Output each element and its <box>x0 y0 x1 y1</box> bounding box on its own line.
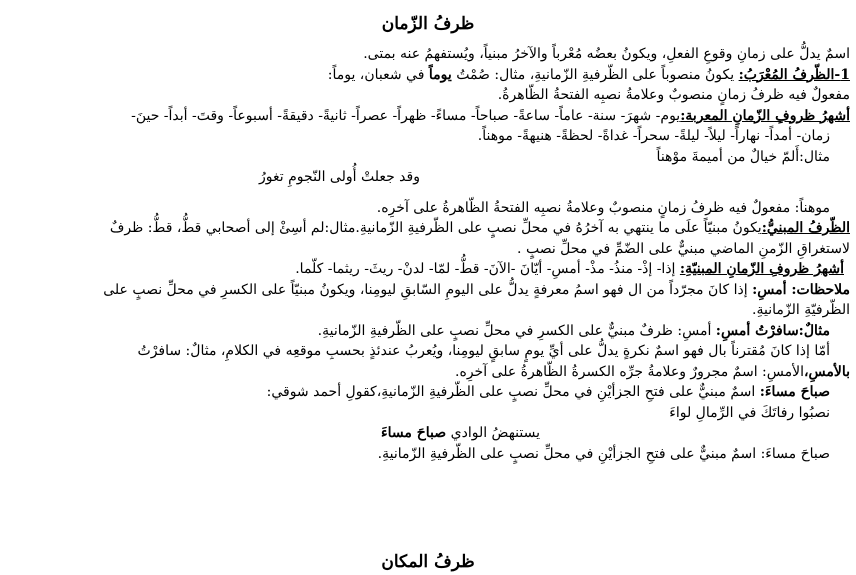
ams-example-heading: مثالٌ:سافرْتُ أمسِ: <box>715 322 830 339</box>
common-declinable-list-cont: زمان- أمداً- نهاراً- ليلاً- ليلةً- سحراً- غداةً- لحظةً- هنيهةً- موهناً. <box>477 128 830 144</box>
verse-bold-word: صباحَ مساءَ <box>381 425 447 441</box>
sabah-masa-heading: صباحَ مساءَ: <box>759 384 830 400</box>
common-indeclinable-heading: أشهرُ ظروفِ الزّمانِ المبنيّةِ: <box>679 261 844 277</box>
verse-second-half-text: يستنهضُ الوادي <box>446 425 540 441</box>
sabah-masa-text: اسمٌ مبنيٌّ على فتحِ الجزأيْنِ في محلِّ نصبٍ على الظّرفيةِ الزّمانيةِ،كقولِ أحمد شوقي: <box>266 384 760 400</box>
notes-text: إذا كانَ مجرّداً من ال فهو اسمُ معرفةٍ يدلُّ على اليومِ السّابقِ ليومِنا، ويكونُ مبنيّاً على الكسرِ في محلِّ نصبٍ على <box>103 281 753 298</box>
indeclinable-adverb-text: يكونُ مبنيّاً علَى ما ينتهي به آخرُهُ في محلِّ نصبٍ على الظّرفيةِ الزّمانيةِ.مثال:لم أسِئْ إلى أصحابي قطُّ، قطُّ: ظرفٌ <box>109 220 762 236</box>
common-declinable-line <box>6 106 850 127</box>
al-ams-word: بالأمسِ، <box>803 363 850 380</box>
next-section-title: ظرفُ المكان <box>381 552 475 572</box>
al-ams-parse-text: الأمسِ: اسمٌ مجرورٌ وعلامةُ جرِّه الكسرةُ الظّاهرةُ على آخرِه. <box>455 363 804 380</box>
parse-line: مفعولٌ فيه ظرفُ زمانٍ منصوبٌ وعلامةُ نصبِه الفتحةُ الظّاهرةُ. <box>497 87 850 103</box>
common-declinable-heading: أشهرُ ظروفِ الزّمانِ المعربة: <box>680 107 850 124</box>
al-ams-line: أمّا إذا كانَ مُقترناً بال فهو اسمٌ نكرةٍ يدلُّ على أيِّ يومٍ سابقٍ ليومِنا، ويُعربُ عندئذٍ بحسبِ موقعِه في الكلامِ، مثالٌ: سافرْتُ <box>137 343 830 359</box>
page-title: ظرفُ الزّمان <box>381 14 475 34</box>
example-line: مثال:أَلمّ خيالٌ من أميمةَ موْهناً <box>656 148 830 165</box>
indeclinable-adverb-heading: الظّرفُ المبنيُّ: <box>761 220 850 236</box>
verse-first-half: نصبُوا رفاتَكَ في الرِّمالِ لواءَ <box>669 404 830 421</box>
sabah-masa-line <box>6 382 850 403</box>
ams-example-line <box>6 321 850 342</box>
verse-second-half <box>6 423 850 444</box>
common-indeclinable-line <box>6 259 850 280</box>
example-word: يوماً <box>428 66 452 83</box>
declinable-adverb-text-2: في شعبان، يوماً: <box>327 66 429 83</box>
ams-example-text: أمسِ: ظرفٌ مبنيٌّ على الكسرِ في محلِّ نصبٍ على الظّرفيةِ الزّمانيةِ. <box>317 322 716 339</box>
common-indeclinable-list: إذا- إذْ- منذُ- مذْ- أمسِ- أيّانَ -الآنَ- قطُّ- لمّا- لدنْ- ريثَ- ريثما- كلّما. <box>295 261 680 277</box>
sabah-masa-parse-line: صباحَ مساءَ: اسمٌ مبنيٌّ على فتحِ الجزأيْنِ في محلِّ نصبٍ على الظّرفيةِ الزّمانيةِ. <box>377 445 830 462</box>
declinable-adverb-text: يكونُ منصوباً على الظّرفيةِ الزّمانيةِ، مثال: صُمْتُ <box>451 66 739 83</box>
al-ams-parse-line <box>6 362 850 383</box>
declinable-adverb-heading: 1-الظّرفُ المُعْرَبُ: <box>738 66 850 83</box>
indeclinable-adverb-line <box>6 218 850 239</box>
indeclinable-adverb-text-cont: لاستغراقِ الزّمنِ الماضي مبنيٌّ على الضّمِّ في محلِّ نصبٍ . <box>517 240 850 257</box>
parse-example-line: موهناً: مفعولٌ فيه ظرفُ زمانٍ منصوبٌ وعلامةُ نصبِه الفتحةُ الظّاهرةُ على آخرِه. <box>376 199 830 216</box>
notes-line <box>6 280 850 301</box>
verse-line: وقد جعلتْ أُولى النّجومِ تغورُ <box>259 169 420 185</box>
common-declinable-list: يوم- شهرَ- سنة- عاماً- ساعةً- صباحاً- مساءً- ظهراً- عصراً- ثانيةً- دقيقةً- أسبوعاً- وقتَ- أبداً- حينَ- <box>131 107 681 124</box>
declinable-adverb-line <box>6 65 850 86</box>
notes-heading: ملاحظات: أمسِ: <box>752 281 850 298</box>
notes-text-cont: الظّرفيّةِ الزّمانيةِ. <box>752 302 850 318</box>
definition-line: اسمٌ يدلُّ على زمانِ وقوعِ الفعلِ، ويكونُ بعضُه مُعْرباً والآخرُ مبنياً، ويُستفهمُ عنه بمتى. <box>363 46 850 62</box>
